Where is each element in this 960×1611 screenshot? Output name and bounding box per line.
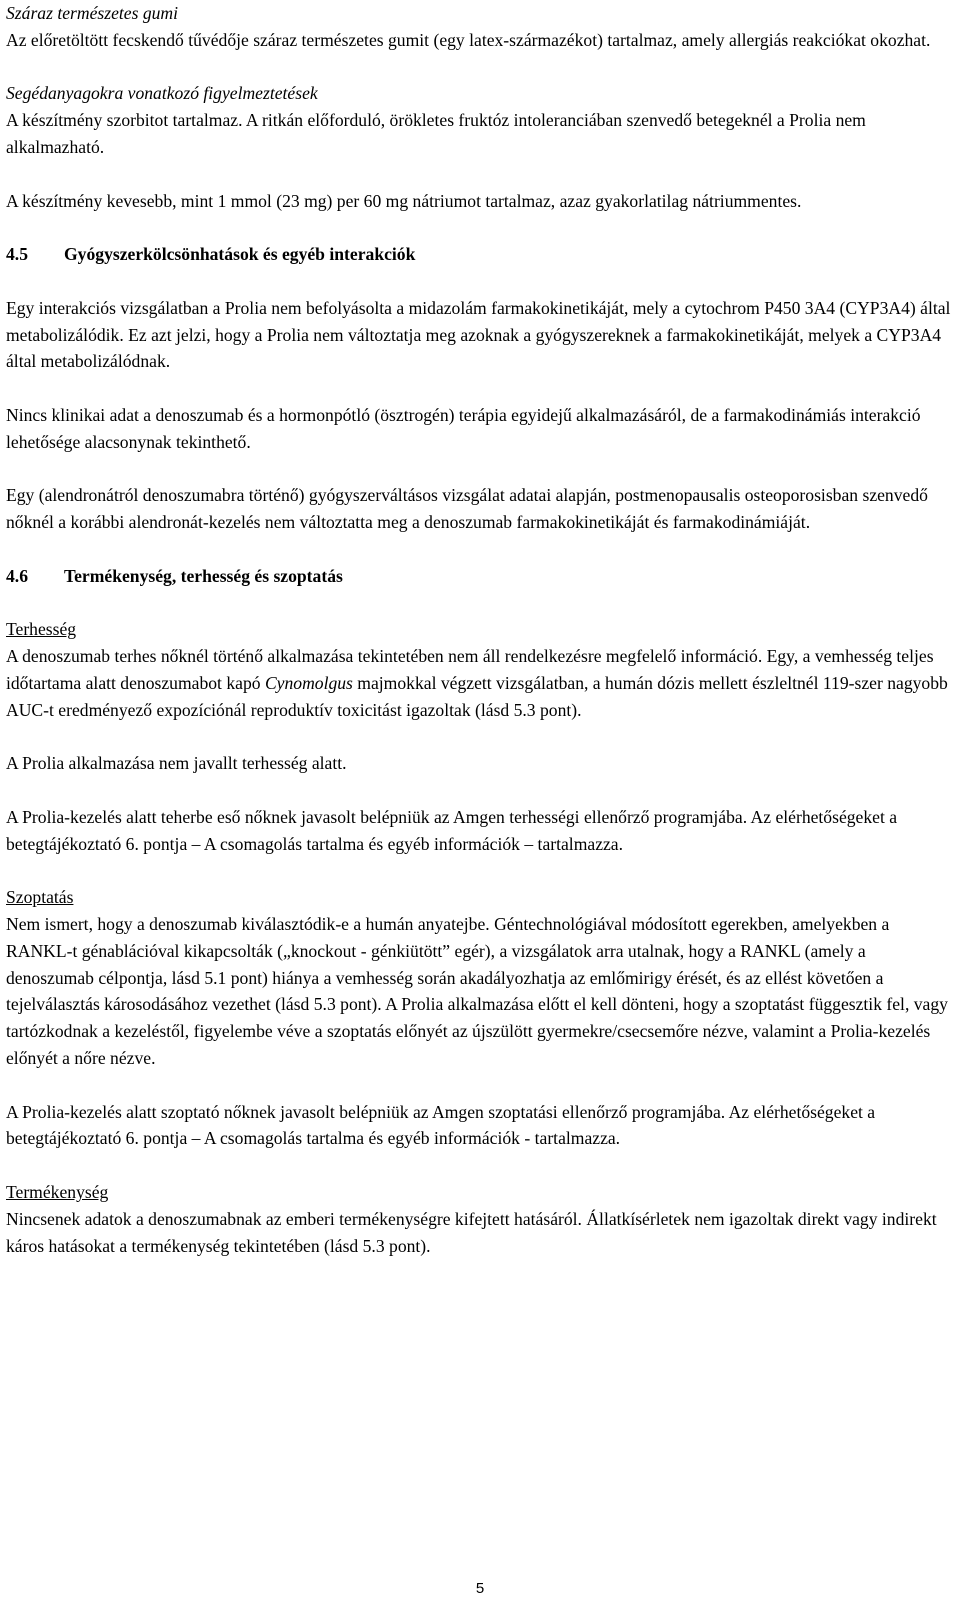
lactation-title: Szoptatás — [6, 887, 74, 908]
pregnancy-section — [6, 616, 956, 723]
pregnancy-paragraph — [6, 643, 956, 723]
lactation-section — [6, 884, 956, 1072]
dry-rubber-section — [6, 0, 956, 54]
section-4-5-title: Gyógyszerkölcsönhatások és egyéb interakciók — [64, 244, 416, 265]
section-4-5-paragraph: Egy (alendronátról denoszumabra történő) gyógyszerváltásos vizsgálat adatai alapján, postmenopausalis osteoporosisban szenvedő nőknél a korábbi alendronát-kezelés nem változtatta meg a denoszumab farmakokinetikáját és farmakodinámiáját. — [6, 485, 928, 533]
pregnancy-text-start: A denoszumab terhes nőknél történő alkalmazása tekintetében nem áll rendelkezésre megfelelő információ. Egy, a vemhesség teljes időtartama alatt denoszumabot kapó — [6, 646, 934, 693]
section-4-6-number: 4.6 — [6, 565, 28, 586]
page-number: 5 — [475, 1580, 485, 1597]
excipients-title: Segédanyagokra vonatkozó figyelmeztetések — [6, 83, 318, 104]
section-4-5-number: 4.5 — [6, 244, 28, 265]
fertility-section — [6, 1179, 956, 1259]
species-name: Cynomolgus — [264, 672, 353, 693]
excipients-sodium-text: A készítmény kevesebb, mint 1 mmol (23 mg) per 60 mg nátriumot tartalmaz, azaz gyakorlatilag nátriummentes. — [6, 190, 802, 211]
pregnancy-program-text: A Prolia-kezelés alatt teherbe eső nőknek javasolt belépniük az Amgen terhességi ellenőrző programjába. Az elérhetőségeket a betegtájékoztató 6. pontja – A csomagolás tartalma és egyéb információk – tartalmazza. — [6, 806, 898, 854]
pregnancy-text-end: majmokkal végzett vizsgálatban, a humán dózis mellett észleltnél 119-szer nagyobb AUC-t eredményező expozíciónál reproduktív toxicitást igazoltak (lásd 5.3 pont). — [6, 672, 948, 720]
document-page — [6, 0, 956, 1286]
section-4-6-title: Termékenység, terhesség és szoptatás — [64, 565, 343, 586]
section-4-5-paragraph: Egy interakciós vizsgálatban a Prolia nem befolyásolta a midazolám farmakokinetikáját, mely a cytochrom P450 3A4 (CYP3A4) által metabolizálódik. Ez azt jelzi, hogy a Prolia nem változtatja meg azoknak a gyógyszereknek a farmakokinetikáját, melyek a CYP3A4 által metabolizálódnak. — [6, 297, 951, 372]
dry-rubber-text: Az előretöltött fecskendő tűvédője száraz természetes gumit (egy latex-származékot) tartalmaz, amely allergiás reakciókat okozhat. — [6, 29, 931, 50]
excipients-section — [6, 80, 956, 160]
section-4-5-paragraph: Nincs klinikai adat a denoszumab és a hormonpótló (ösztrogén) terápia egyidejű alkalmazásáról, de a farmakodinámiás interakció lehetősége alacsonynak tekinthető. — [6, 404, 921, 452]
fertility-title: Termékenység — [6, 1182, 109, 1203]
dry-rubber-title: Száraz természetes gumi — [6, 3, 179, 23]
section-4-5-heading — [6, 241, 956, 268]
lactation-paragraph: Nem ismert, hogy a denoszumab kiválasztódik-e a humán anyatejbe. Géntechnológiával módosított egerekben, amelyekben a RANKL-t génablációval kikapcsolták („knockout - génkiütött” egér), a vizsgálatok arra utalnak, hogy a RANKL (amely a denoszumab célpontja, lásd 5.1 pont) hiánya a vemhesség során akadályozhatja az emlőmirigy érését, és az ellést követően a tejelválasztás károsodásához vezethet (lásd 5.3 pont). A Prolia alkalmazása előtt el kell dönteni, hogy a szoptatást függesztik fel, vagy tartózkodnak a kezeléstől, figyelembe véve a szoptatás előnyét az újszülött gyermekre/csecsemőre nézve, valamint a Prolia-kezelés előnyét a nőre nézve. — [6, 914, 948, 1069]
pregnancy-not-recommended-text: A Prolia alkalmazása nem javallt terhesség alatt. — [6, 753, 347, 774]
lactation-program-text: A Prolia-kezelés alatt szoptató nőknek javasolt belépniük az Amgen szoptatási ellenőrző programjába. Az elérhetőségeket a betegtájékoztató 6. pontja – A csomagolás tartalma és egyéb információk - tartalmazza. — [6, 1101, 876, 1149]
fertility-paragraph: Nincsenek adatok a denoszumabnak az emberi termékenységre kifejtett hatásáról. Állatkísérletek nem igazoltak direkt vagy indirekt káros hatásokat a termékenység tekintetében (lásd 5.3 pont). — [6, 1208, 937, 1256]
pregnancy-title: Terhesség — [6, 619, 77, 640]
excipients-sorbitol-text: A készítmény szorbitot tartalmaz. A ritkán előforduló, örökletes fruktóz intoleranciában szenvedő betegeknél a Prolia nem alkalmazható. — [6, 110, 866, 157]
section-4-6-heading — [6, 563, 956, 590]
